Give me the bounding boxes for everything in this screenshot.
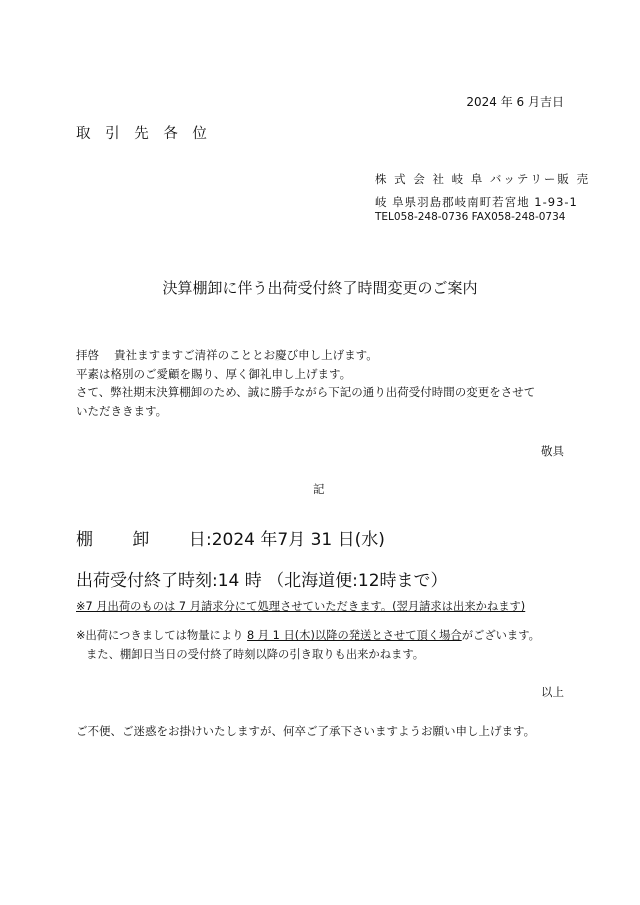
inventory-date-line	[76, 525, 385, 550]
note-shipping-underlined: 8 月 1 日(木)以降の発送とさせて頂く場合	[247, 629, 462, 642]
sender-contact: TEL058-248-0736 FAX058-248-0734	[375, 211, 566, 223]
body-line: 拝啓 貴社ますますご清祥のこととお慶び申し上げます。	[76, 348, 378, 362]
shipping-deadline: 出荷受付終了時刻:14 時 （北海道便:12時まで）	[76, 571, 448, 591]
note-shipping-post: がございます。	[461, 629, 540, 642]
body-line: 平素は格別のご愛顧を賜り、厚く御礼申し上げます。	[76, 367, 352, 381]
document-title: 決算棚卸に伴う出荷受付終了時間変更のご案内	[162, 279, 478, 297]
note-shipping-pre: ※出荷につきましては物量により	[76, 629, 247, 642]
body-line: いただききます。	[76, 404, 168, 418]
inventory-date-value: :2024 年7月 31 日(水)	[206, 530, 385, 550]
sender-address: 岐 阜県羽島郡岐南町若宮地 1-93-1	[375, 195, 578, 209]
document-date: 2024 年 6 月吉日	[466, 95, 564, 109]
ki-marker: 記	[313, 482, 325, 496]
inventory-date-label: 棚 卸 日	[76, 530, 206, 550]
body-line: さて、弊社期末決算棚卸のため、誠に勝手ながら下記の通り出荷受付時間の変更をさせて	[76, 385, 536, 399]
final-apology: ご不便、ご迷惑をお掛けいたしますが、何卒ご了承下さいますようお願い申し上げます。	[76, 724, 536, 738]
note-shipping	[76, 627, 540, 643]
addressee: 取 引 先 各 位	[76, 126, 212, 142]
note-billing: ※7 月出荷のものは 7 月請求分にて処理させていただきます。(翌月請求は出来かねます)	[76, 600, 526, 613]
ijo-marker: 以上	[541, 685, 564, 699]
closing-keigu: 敬具	[541, 444, 564, 458]
sender-company: 株 式 会 社 岐 阜 バッテリー販 売	[375, 172, 591, 186]
note-pickup: また、棚卸日当日の受付終了時刻以降の引き取りも出来かねます。	[86, 648, 425, 661]
